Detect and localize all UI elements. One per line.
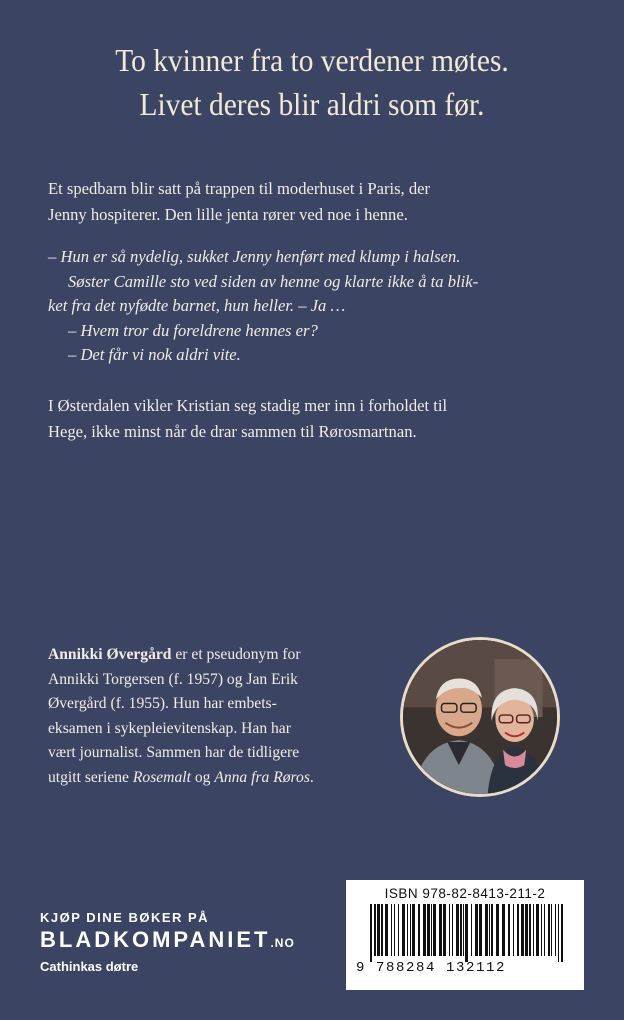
- publisher-name-main: BLADKOMPANIET: [40, 927, 271, 952]
- author-name: Annikki Øvergård: [48, 646, 172, 663]
- barcode-bar: [489, 904, 490, 956]
- publisher-brand: [40, 910, 295, 974]
- author-photo-illustration: [403, 640, 557, 794]
- barcode-bar: [491, 904, 493, 956]
- author-bio: [48, 643, 393, 790]
- intro-line-2: Jenny hospiterer. Den lille jenta rører ved noe i henne.: [48, 205, 408, 224]
- barcode-bar: [541, 904, 542, 956]
- barcode-bar: [555, 904, 556, 956]
- barcode-bar: [561, 904, 563, 962]
- bio-line-5: vært journalist. Sammen har de tidligere: [48, 744, 300, 761]
- barcode-bar: [460, 904, 462, 956]
- bio-line-6-a: utgitt seriene: [48, 768, 133, 786]
- barcode-bar: [529, 904, 531, 956]
- series-name: Cathinkas døtre: [40, 959, 139, 974]
- bio-line-6: [48, 766, 393, 791]
- publisher-name: [40, 927, 295, 953]
- bio-line-1: [48, 643, 393, 668]
- barcode-bar: [544, 904, 545, 956]
- barcode-bar: [456, 904, 459, 956]
- barcode-bar: [521, 904, 524, 956]
- outro-paragraph: [48, 393, 578, 445]
- series-title-1: Rosemalt: [132, 768, 191, 786]
- barcode-bar: [398, 904, 399, 956]
- barcode-bar: [536, 904, 539, 956]
- barcode-bar: [558, 904, 559, 962]
- barcode-bar: [431, 904, 432, 956]
- isbn-barcode: [346, 880, 584, 990]
- barcode-bar: [496, 904, 499, 956]
- bio-line-4: eksamen i sykepleievitenskap. Han har: [48, 719, 291, 737]
- barcode-bar: [479, 904, 482, 956]
- dialog-line-4: – Hvem tror du foreldrene hennes er?: [68, 320, 318, 340]
- outro-line-2: Hege, ikke minst når de drar sammen til Rørosmartnan.: [48, 422, 417, 441]
- barcode-bar: [391, 904, 392, 956]
- barcode-bar: [374, 904, 376, 956]
- dialog-line-3: ket fra det nyfødte barnet, hun heller. – Ja …: [48, 296, 346, 315]
- dialog-line-1: – Hun er så nydelig, sukket Jenny henført med klump i halsen.: [48, 247, 461, 266]
- barcode-bar: [471, 904, 472, 956]
- barcode-bar: [377, 904, 380, 956]
- barcode-bar: [410, 904, 411, 956]
- buy-books-text: KJØP DINE BØKER PÅ: [40, 910, 210, 925]
- series-title-2: Anna fra Røros: [214, 768, 310, 786]
- bio-line-6-c: .: [309, 768, 314, 786]
- barcode-bar: [407, 904, 408, 956]
- headline-line-1: To kvinner fra to verdener møtes.: [115, 42, 509, 78]
- headline-line-2: Livet deres blir aldri som før.: [139, 86, 485, 122]
- barcode-bar: [551, 904, 552, 956]
- author-photo: [400, 637, 560, 797]
- outro-line-1: I Østerdalen vikler Kristian seg stadig mer inn i forholdet til: [48, 396, 448, 415]
- barcode-bar: [433, 904, 436, 956]
- barcode-bar: [394, 904, 395, 956]
- barcode-bar: [370, 904, 372, 962]
- barcode-bar: [463, 904, 464, 956]
- dialog-excerpt: [48, 245, 578, 368]
- dialog-line-5: – Det får vi nok aldri vite.: [68, 345, 241, 364]
- barcode-bar: [517, 904, 519, 956]
- barcode-bar: [402, 904, 405, 956]
- publisher-tld: .NO: [270, 936, 295, 950]
- barcode-bar: [465, 904, 468, 962]
- barcode-bar: [525, 904, 528, 956]
- isbn-text: ISBN 978-82-8413-211-2: [384, 886, 546, 901]
- bio-line-3: Øvergård (f. 1955). Hun har embets-: [48, 695, 277, 712]
- bio-line-2: Annikki Torgersen (f. 1957) og Jan Erik: [48, 670, 298, 688]
- barcode-bar: [508, 904, 510, 956]
- dialog-line-2: Søster Camille sto ved siden av henne og klarte ikke å ta blik-: [68, 271, 479, 291]
- barcode-bar: [533, 904, 534, 956]
- barcode-bar: [449, 904, 450, 956]
- barcode-bar: [439, 904, 442, 956]
- barcode-bar: [485, 904, 488, 956]
- barcode-bar: [513, 904, 514, 956]
- barcode-bar: [452, 904, 453, 956]
- barcode-bar: [385, 904, 388, 956]
- barcode-bar: [475, 904, 478, 956]
- intro-paragraph: [48, 176, 578, 228]
- intro-line-1: Et spedbarn blir satt på trappen til moderhuset i Paris, der: [48, 179, 431, 198]
- barcode-bar: [502, 904, 505, 956]
- barcode-bar: [427, 904, 430, 956]
- barcode-bar: [412, 904, 415, 956]
- barcode-bars: [356, 904, 574, 962]
- barcode-bar: [423, 904, 426, 956]
- bio-line-1-rest: er et pseudonym for: [171, 646, 301, 663]
- barcode-digits: 9 788284 132112: [356, 960, 507, 976]
- bio-line-6-b: og: [190, 768, 215, 786]
- barcode-bar: [418, 904, 420, 956]
- headline: [25, 38, 599, 126]
- barcode-bar: [548, 904, 550, 956]
- barcode-bar: [381, 904, 383, 956]
- barcode-bar: [443, 904, 446, 956]
